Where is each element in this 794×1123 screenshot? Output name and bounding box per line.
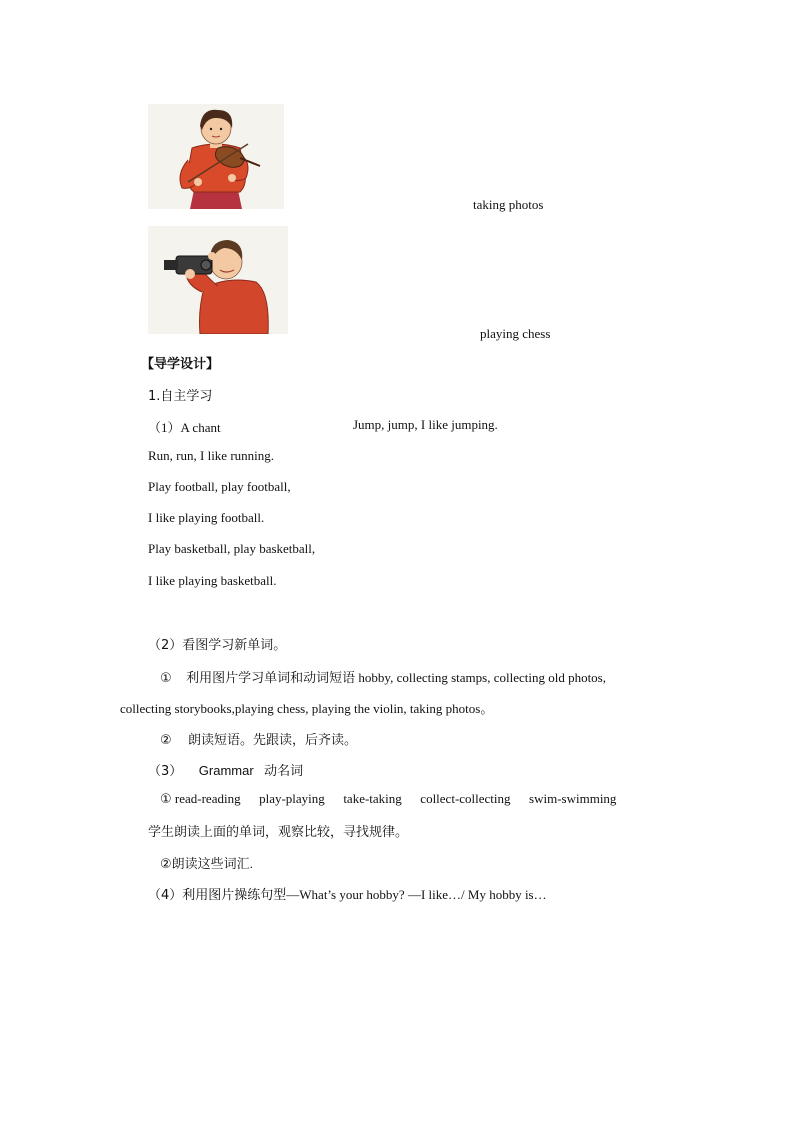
word-pair: read-reading <box>174 791 241 806</box>
word-pair: swim-swimming <box>529 791 617 806</box>
word-pair: take-taking <box>343 791 402 806</box>
circled-number-2: ② <box>160 733 172 748</box>
part3-item2 <box>160 853 253 872</box>
item2-chinese: 朗读这些词汇 <box>171 857 250 872</box>
part2-item2 <box>160 729 357 748</box>
item1-chinese-text: 利用图片学习单词和动词短语 <box>186 671 356 686</box>
item2-end-punct: . <box>249 856 253 871</box>
word-pair: collect-collecting <box>420 791 511 806</box>
section-heading: 【导学设计】 <box>141 357 220 372</box>
chant-line: Run, run, I like running. <box>148 448 275 463</box>
part4-label: （4）利用图片操练句型 <box>148 888 287 903</box>
section-subheading: 1.自主学习 <box>148 389 213 404</box>
question-text: What’s your hobby? <box>299 887 408 902</box>
item1-word-list: collecting storybooks,playing chess, playing the violin, taking photos <box>120 701 481 716</box>
circled-number-1: ① <box>160 792 172 807</box>
part3-observe: 学生朗读上面的单词，观察比较，寻找规律。 <box>148 825 409 840</box>
answer-text: I like…/ My hobby is… <box>420 887 547 902</box>
part2-label: （2）看图学习新单词。 <box>148 638 287 653</box>
part3-pairs-line <box>160 791 616 807</box>
chant-line: I like playing basketball. <box>148 573 277 588</box>
part3-label-line <box>148 760 303 779</box>
girl-violin-illustration <box>148 104 284 209</box>
circled-number-1: ① <box>160 671 172 686</box>
chant-line: Play basketball, play basketball, <box>148 541 316 556</box>
item2-text: 朗读短语。先跟读，后齐读。 <box>187 733 357 748</box>
camera-picture <box>148 226 288 334</box>
part2-item1-continued <box>120 698 493 717</box>
chant-label: （1）A chant <box>148 420 221 435</box>
part3-label: （3） <box>148 764 183 779</box>
word-pair: play-playing <box>259 791 325 806</box>
item1-end-punct: 。 <box>480 702 494 717</box>
violin-picture <box>148 104 284 209</box>
caption-taking-photos: taking photos <box>473 197 544 212</box>
caption-playing-chess: playing chess <box>480 326 551 341</box>
grammar-word: Grammar <box>198 763 254 778</box>
chant-line: Play football, play football, <box>148 479 291 494</box>
dash: — <box>286 887 300 902</box>
part2-item1 <box>160 667 606 686</box>
circled-number-2: ② <box>160 857 172 872</box>
chant-first-line: Jump, jump, I like jumping. <box>353 417 498 432</box>
part4-line <box>148 884 547 903</box>
item1-english-text: hobby, collecting stamps, collecting old photos, <box>355 670 606 685</box>
dash: — <box>407 887 421 902</box>
grammar-chinese: 动名词 <box>264 764 304 779</box>
man-camera-illustration <box>148 226 288 334</box>
chant-line: I like playing football. <box>148 510 265 525</box>
